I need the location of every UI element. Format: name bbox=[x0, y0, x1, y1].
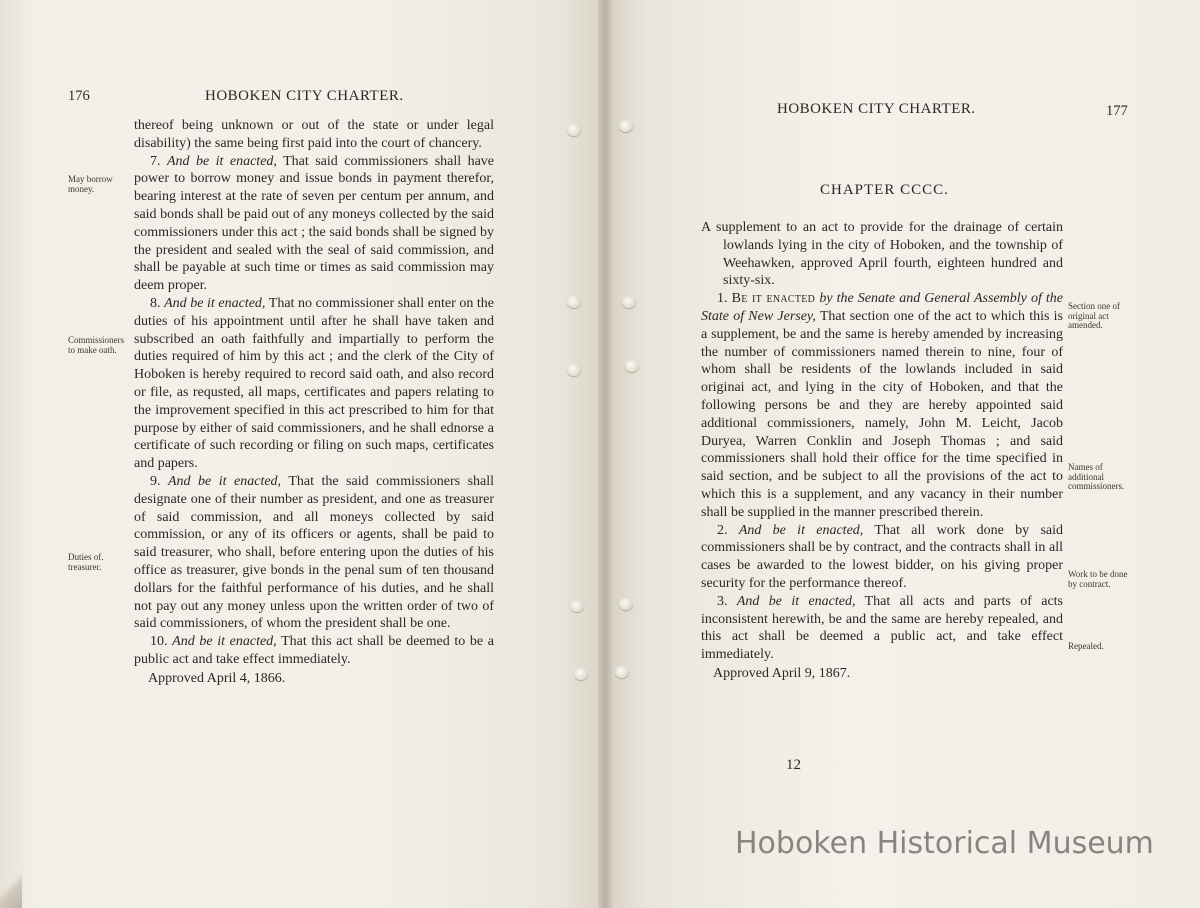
margin-note-names: Names of additional commissioners. bbox=[1068, 462, 1125, 491]
approved-date-left: Approved April 4, 1866. bbox=[148, 670, 286, 686]
stitch-hole bbox=[619, 120, 633, 132]
section-8: 8. And be it enacted, That no commissioner shall enter on the duties of his appointment until after he shall have taken and subscribed an oath faithfully and impartially to perform the duties required of him by this act ; and the clerk of the City of Hoboken is hereby required to record said oath, and also record or file, as requsted, all maps, certificates and papers relating to the improvement specified in this act prescribed to him for that purpose by either of said commissioners, and he shall ednorse a certificate of such recording or filing on such maps, certificates and papers. bbox=[134, 295, 495, 472]
stitch-hole bbox=[619, 598, 633, 610]
section-10: 10. And be it enacted, That this act shall be deemed to be a public act and take effect immediately. bbox=[134, 634, 494, 667]
signature-mark: 12 bbox=[786, 757, 801, 773]
stitch-hole bbox=[622, 296, 636, 308]
section-9: 9. And be it enacted, That the said commissioners shall designate one of their number as president, and one as treasurer of said commission, and all moneys collected by said commission, or any of its officers or agents, shall be paid to said treasurer, who shall, before entering upon the duties of his office as treasurer, give bonds in the penal sum of ten thousand dollars for the faithful performance of his duties, and he shall not pay out any money unless upon the written order of two of said commissioners, of whom the president shall be one. bbox=[134, 473, 495, 632]
book-gutter bbox=[598, 0, 612, 908]
chapter-title: CHAPTER CCCC. bbox=[820, 182, 949, 198]
stitch-hole bbox=[615, 666, 629, 678]
margin-note-treasurer: Duties of. treasurer. bbox=[68, 552, 104, 572]
section-2: 2. And be it enacted, That all work done by said commissioners shall be by contract, and the contracts shall in all cases be awarded to the lowest bidder, on his giving proper security for the performance thereof. bbox=[701, 522, 1064, 591]
stitch-hole bbox=[567, 364, 581, 376]
margin-note-section-one: Section one of original act amended. bbox=[1068, 301, 1120, 330]
left-running-head: HOBOKEN CITY CHARTER. bbox=[205, 88, 404, 104]
section-3: 3. And be it enacted, That all acts and parts of acts inconsistent herewith, be and the same are hereby repealed, and this act shall be deemed a public act, and take effect immediately. bbox=[701, 593, 1064, 663]
right-running-head: HOBOKEN CITY CHARTER. bbox=[777, 101, 976, 117]
margin-note-borrow: May borrow money. bbox=[68, 174, 113, 194]
page-corner-wear bbox=[0, 868, 22, 908]
stitch-hole bbox=[574, 668, 588, 680]
section-7: 7. And be it enacted, That said commissioners shall have power to borrow money and issue bonds in payment therefor, bearing interest at the rate of seven per centum per annum, and said bonds shall be paid out of any moneys collected by the said commissioners under this act ; the said bonds shall be signed by the president and sealed with the seal of said commission, and shall be payable at such time or times as said commission may deem proper. bbox=[134, 153, 495, 294]
stitch-hole bbox=[567, 296, 581, 308]
right-page-number: 177 bbox=[1106, 103, 1128, 119]
right-body-text bbox=[701, 219, 1063, 683]
stitch-hole bbox=[570, 600, 584, 612]
section-1: 1. Be it enacted by the Senate and General Assembly of the State of New Jersey, That section one of the act to which this is a supplement, be and the same is hereby amended by increasing the number of commissioners named therein to nine, four of whom shall be residents of the lowlands included in said originai act, and lying in the city of Hoboken, and that the following persons be and they are hereby appointed said additional commissioners, namely, John M. Leicht, Jacob Duryea, Warren Conklin and Joseph Thomas ; and said commissioners shall hold their office for the time specified in said section, and be subject to all the provisions of the act to which this is a supplement, and any vacancy in their number shall be supplied in the manner prescribed therein. bbox=[701, 291, 1064, 520]
margin-note-contract: Work to be done by contract. bbox=[1068, 569, 1128, 589]
paragraph-continued: thereof being unknown or out of the state or under legal disability) the same being first paid into the court of chancery. bbox=[134, 118, 494, 151]
act-title: A supplement to an act to provide for the drainage of certain lowlands lying in the city of Hoboken, and the township of Weehawken, approved April fourth, eighteen hundred and sixty-six. bbox=[701, 220, 1063, 289]
stitch-hole bbox=[625, 360, 639, 372]
left-page-number: 176 bbox=[68, 88, 90, 104]
museum-watermark: Hoboken Historical Museum bbox=[735, 826, 1154, 861]
margin-note-repealed: Repealed. bbox=[1068, 641, 1104, 651]
stitch-hole bbox=[567, 124, 581, 136]
left-body-text bbox=[134, 117, 494, 688]
approved-date-right: Approved April 9, 1867. bbox=[713, 665, 851, 681]
margin-note-oath: Commissioners to make oath. bbox=[68, 335, 125, 355]
